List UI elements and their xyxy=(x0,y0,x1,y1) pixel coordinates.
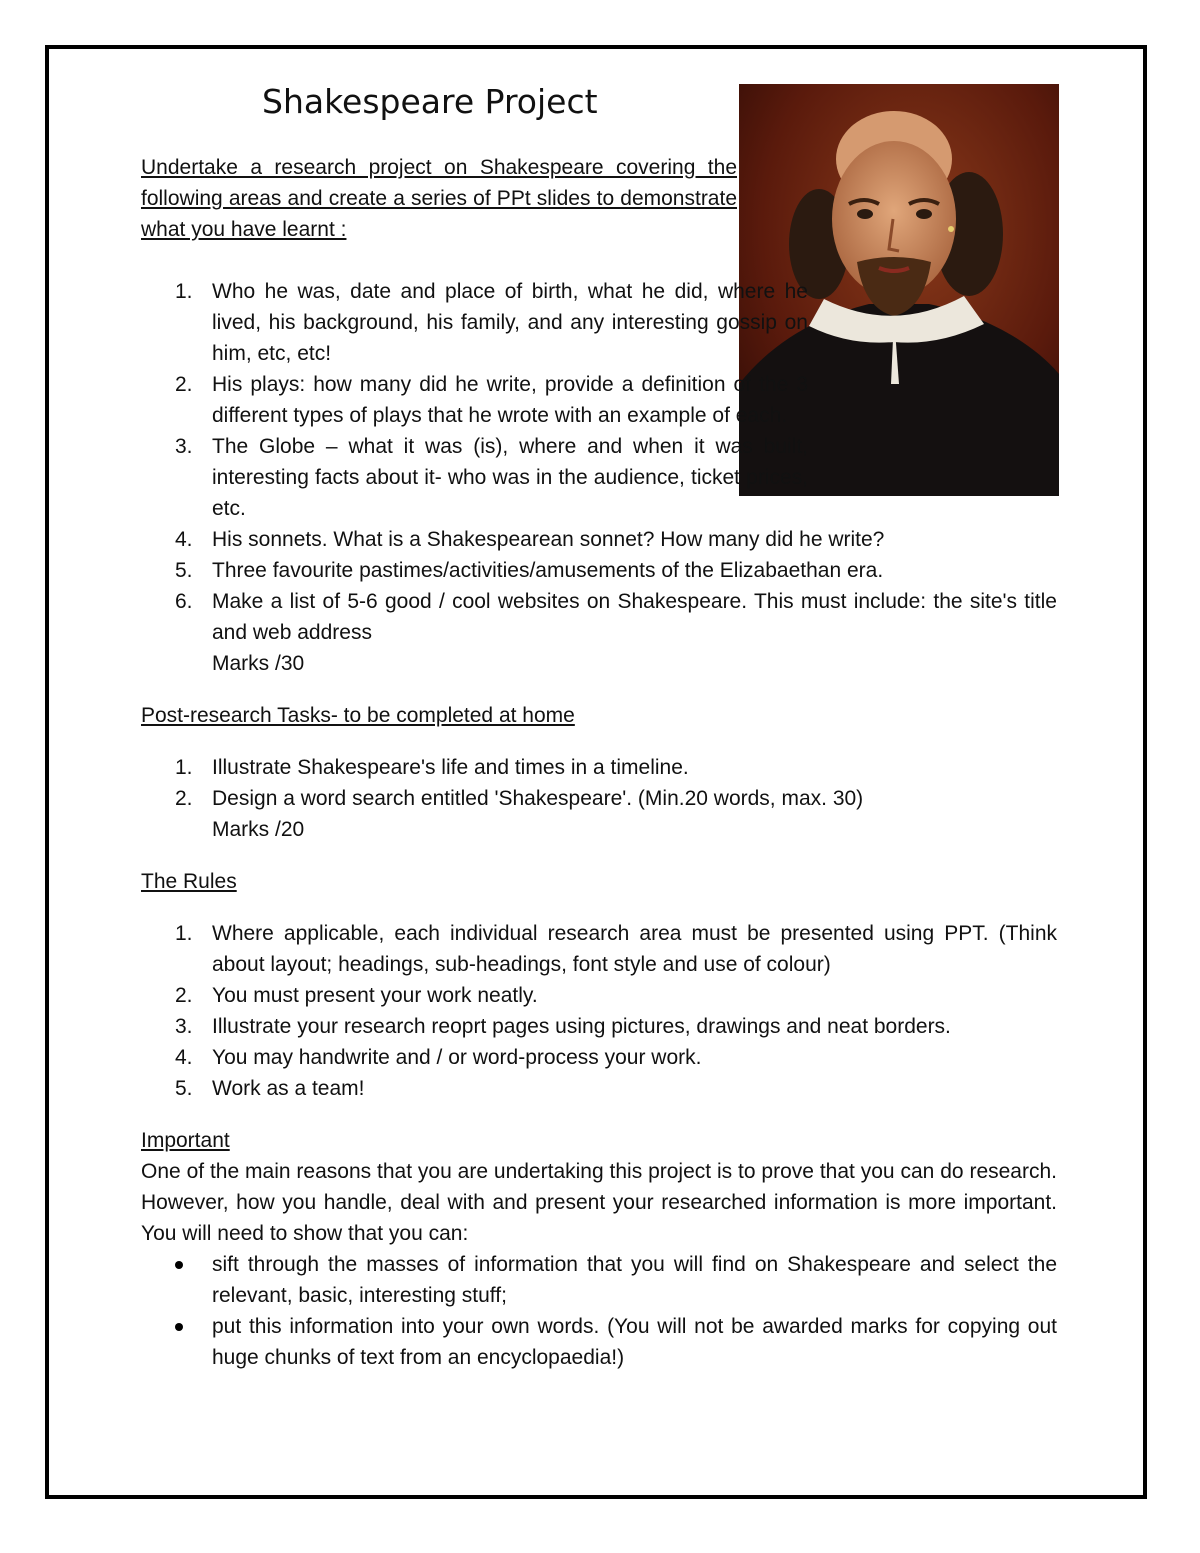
post-item-1: 1. Illustrate Shakespeare's life and times in a timeline. xyxy=(175,756,689,779)
bullet-item-1: sift through the masses of information that you will find on Shakespeare and select the relevant, basic, interesting stuff; xyxy=(141,1249,1057,1311)
research-marks: Marks /30 xyxy=(212,652,305,675)
page-title: Shakespeare Project xyxy=(262,82,598,121)
research-item-4: 4. His sonnets. What is a Shakespearean sonnet? How many did he write? xyxy=(175,528,885,551)
bullet-icon xyxy=(175,1323,183,1331)
research-item-5: 5. Three favourite pastimes/activities/amusements of the Elizabaethan era. xyxy=(175,559,884,582)
rule-item-3: 3. Illustrate your research reoprt pages using pictures, drawings and neat borders. xyxy=(175,1015,951,1038)
post-research-heading: Post-research Tasks- to be completed at home xyxy=(141,704,575,727)
post-item-2: 2. Design a word search entitled 'Shakespeare'. (Min.20 words, max. 30) Marks /20 xyxy=(175,787,864,841)
research-item-2: 2. His plays: how many did he write, provide a definition of the 3 different types of plays that he wrote with an example of each. xyxy=(175,373,808,427)
important-text: One of the main reasons that you are undertaking this project is to prove that you can do research. However, how you handle, deal with and present your researched information is more important. You will need to show that you can: xyxy=(141,1160,1057,1245)
research-item-6: 6. Make a list of 5-6 good / cool websites on Shakespeare. This must include: the site's title and web address Marks /30 xyxy=(175,590,1057,675)
post-research-list xyxy=(141,752,1057,845)
rules-list xyxy=(141,918,1057,1104)
research-item-1: 1. Who he was, date and place of birth, what he did, where he lived, his background, his family, and any interesting gossip on him, etc, etc! xyxy=(175,280,808,365)
bullet-item-2: put this information into your own words. (You will not be awarded marks for copying out huge chunks of text from an encyclopaedia!) xyxy=(141,1311,1057,1373)
bullet-icon xyxy=(175,1261,183,1269)
research-item-3: 3. The Globe – what it was (is), where and when it was built, interesting facts about it- who was in the audience, ticket prices, etc. xyxy=(175,435,808,520)
important-heading: Important xyxy=(141,1129,230,1152)
document-body xyxy=(141,152,1057,1373)
rules-heading: The Rules xyxy=(141,870,237,893)
post-marks: Marks /20 xyxy=(212,818,305,841)
research-list xyxy=(141,276,1057,679)
intro-text: Undertake a research project on Shakespeare covering the following areas and create a series of PPt slides to demonstrate what you have learnt : xyxy=(141,156,737,241)
rule-item-2: 2. You must present your work neatly. xyxy=(175,984,538,1007)
rule-item-1: 1. Where applicable, each individual research area must be presented using PPT. (Think about layout; headings, sub-headings, font style and use of colour) xyxy=(175,922,1057,976)
important-bullets xyxy=(141,1249,1057,1373)
rule-item-5: 5. Work as a team! xyxy=(175,1077,365,1100)
rule-item-4: 4. You may handwrite and / or word-process your work. xyxy=(175,1046,702,1069)
